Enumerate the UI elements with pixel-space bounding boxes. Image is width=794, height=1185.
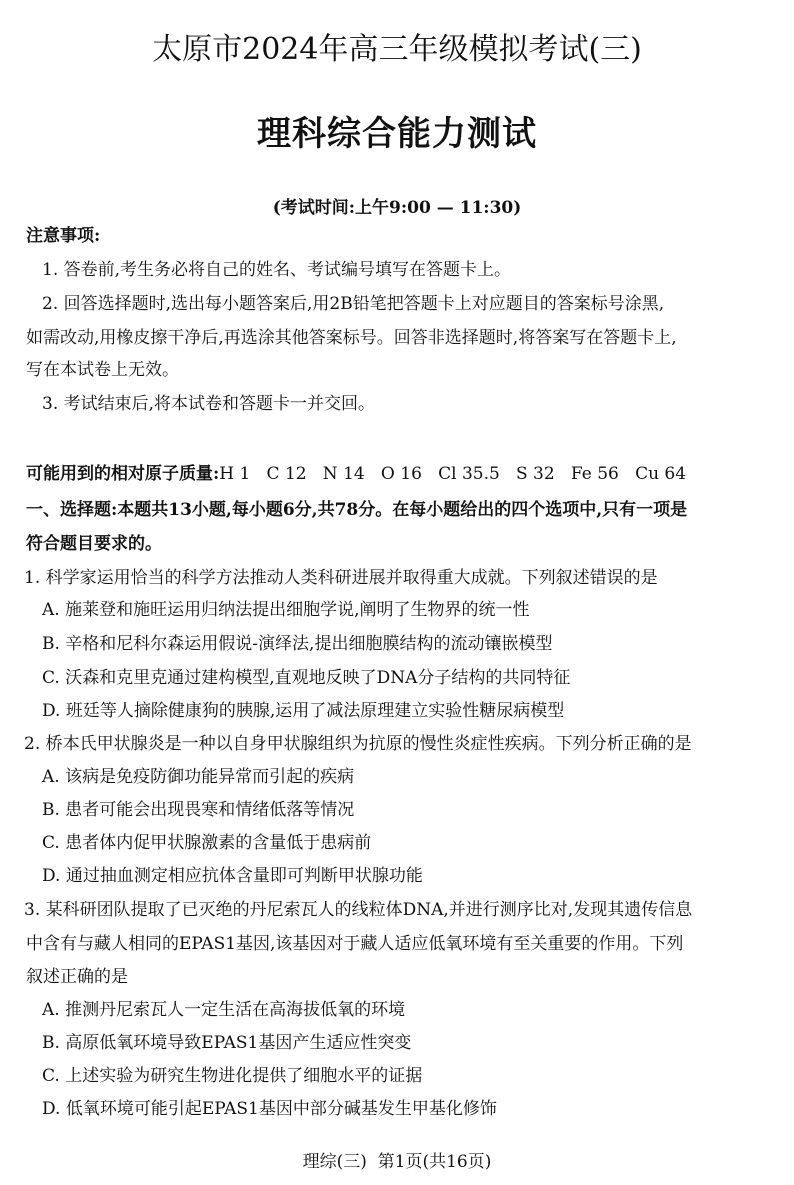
notes-heading: 注意事项: — [26, 226, 101, 246]
question-2-stem: 2. 桥本氏甲状腺炎是一种以自身甲状腺组织为抗原的慢性炎症性疾病。下列分析正确的是 — [24, 734, 692, 754]
question-1-option-d: D. 班廷等人摘除健康狗的胰腺,运用了减法原理建立实验性糖尿病模型 — [42, 701, 565, 721]
atomic-masses-values: H 1 C 12 N 14 O 16 Cl 35.5 S 32 Fe 56 Cu 64 — [219, 464, 687, 484]
exam-subtitle: 理科综合能力测试 — [257, 114, 537, 154]
page-footer: 理综(三) 第1页(共16页) — [302, 1152, 492, 1172]
question-2-option-b: B. 患者可能会出现畏寒和情绪低落等情况 — [42, 800, 355, 820]
question-2-option-a: A. 该病是免疫防御功能异常而引起的疾病 — [42, 767, 355, 787]
question-3-option-b: B. 高原低氧环境导致EPAS1基因产生适应性突变 — [42, 1033, 412, 1053]
section-1-line-1: 一、选择题:本题共13小题,每小题6分,共78分。在每小题给出的四个选项中,只有一项是 — [26, 500, 688, 520]
note-item-1: 1. 答卷前,考生务必将自己的姓名、考试编号填写在答题卡上。 — [42, 260, 512, 280]
question-1-option-c: C. 沃森和克里克通过建构模型,直观地反映了DNA分子结构的共同特征 — [42, 668, 571, 688]
question-1-stem: 1. 科学家运用恰当的科学方法推动人类科研进展并取得重大成就。下列叙述错误的是 — [24, 568, 658, 588]
question-3-stem-line-1: 3. 某科研团队提取了已灭绝的丹尼索瓦人的线粒体DNA,并进行测序比对,发现其遗传信息 — [24, 900, 693, 920]
note-item-2-line-3: 写在本试卷上无效。 — [26, 360, 179, 380]
note-item-2-line-2: 如需改动,用橡皮擦干净后,再选涂其他答案标号。回答非选择题时,将答案写在答题卡上, — [26, 328, 677, 348]
question-2-option-d: D. 通过抽血测定相应抗体含量即可判断甲状腺功能 — [42, 866, 423, 886]
note-item-2-line-1: 2. 回答选择题时,选出每小题答案后,用2B铅笔把答题卡上对应题目的答案标号涂黑, — [42, 294, 665, 314]
question-2-option-c: C. 患者体内促甲状腺激素的含量低于患病前 — [42, 833, 372, 853]
question-3-stem-line-3: 叙述正确的是 — [26, 967, 128, 987]
question-3-option-a: A. 推测丹尼索瓦人一定生活在高海拔低氧的环境 — [42, 1000, 406, 1020]
question-3-option-c: C. 上述实验为研究生物进化提供了细胞水平的证据 — [42, 1066, 423, 1086]
note-item-3: 3. 考试结束后,将本试卷和答题卡一并交回。 — [42, 394, 376, 414]
question-3-stem-line-2: 中含有与藏人相同的EPAS1基因,该基因对于藏人适应低氧环境有至关重要的作用。下列 — [26, 934, 684, 954]
atomic-masses-label: 可能用到的相对原子质量: — [26, 464, 220, 484]
exam-time: (考试时间:上午9:00 — 11:30) — [272, 198, 522, 218]
exam-title: 太原市2024年高三年级模拟考试(三) — [152, 32, 642, 67]
question-1-option-a: A. 施莱登和施旺运用归纳法提出细胞学说,阐明了生物界的统一性 — [42, 600, 530, 620]
section-1-line-2: 符合题目要求的。 — [26, 534, 162, 554]
question-3-option-d: D. 低氧环境可能引起EPAS1基因中部分碱基发生甲基化修饰 — [42, 1099, 497, 1119]
atomic-masses — [26, 462, 686, 486]
question-1-option-b: B. 辛格和尼科尔森运用假说-演绎法,提出细胞膜结构的流动镶嵌模型 — [42, 634, 553, 654]
